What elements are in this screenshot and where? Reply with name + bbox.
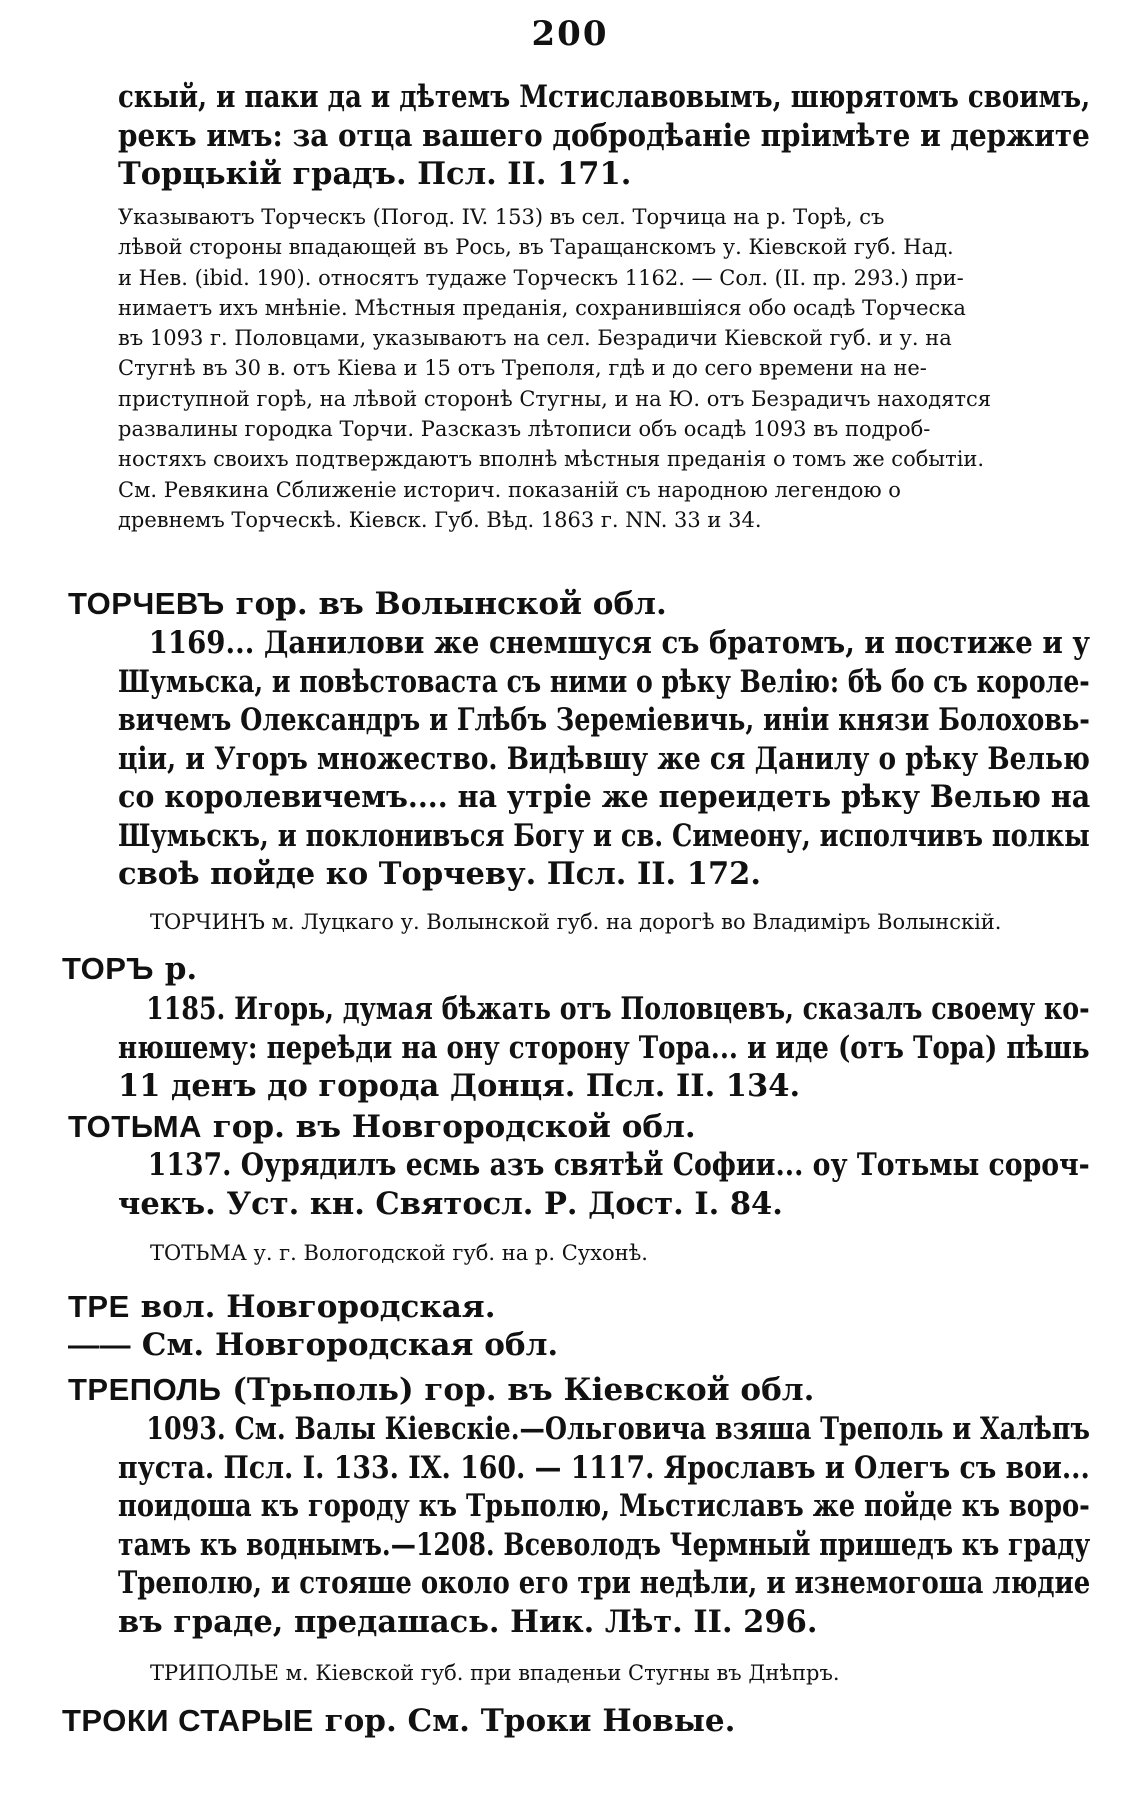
note-line: Указываютъ Торческъ (Погод. IV. 153) въ сел. Торчица на р. Торѣ, съ [118,205,885,229]
heading-rest: гор. въ Новгородской обл. [201,1109,696,1145]
text-line: нюшему: переѣди на ону сторону Тора... и иде (отъ Тора) пѣшь [118,1029,1090,1066]
note-line: развалины городка Торчи. Разсказъ лѣтописи объ осадѣ 1093 въ подроб- [118,417,931,442]
paragraph-torchev [118,624,1090,894]
note-torchesk [118,202,1090,535]
note-tripolye: ТРИПОЛЬЕ м. Кіевской губ. при впаденьи Стугны въ Днѣпръ. [150,1661,840,1685]
headword: ТОРЪ [62,951,154,986]
entry-heading-troki [62,1702,735,1740]
dash-mark: —— [68,1327,131,1362]
text-line: поидоша къ городу къ Трьполю, Мьстиславъ же пойде къ воро- [118,1488,1090,1524]
text-line: скый, и паки да и дѣтемъ Мстиславовымъ, шюрятомъ своимъ, [118,79,1091,115]
text-line: со королевичемъ.... на утріе же переидеть рѣку Велью на [118,779,1091,815]
note-line: ностяхъ своихъ подтверждаютъ вполнѣ мѣстныя преданія о томъ же событіи. [118,447,985,472]
entry-heading-torchev [68,585,667,623]
text-line: пуста. Псл. I. 133. IX. 160. — 1117. Ярославъ и Олегъ съ вои... [118,1449,1090,1486]
entry-heading-tre-see [68,1326,558,1364]
paragraph-tor [118,990,1090,1106]
text-line: 1169... Данилови же снемшуся съ братомъ, и постиже и у [148,625,1091,661]
text-line: чекъ. Уст. кн. Святосл. Р. Дост. I. 84. [118,1185,783,1222]
note-line: См. Ревякина Сближеніе историч. показаній съ народною легендою о [118,477,901,502]
note-line: приступной горѣ, на лѣвой сторонѣ Стугны, и на Ю. отъ Безрадичъ находятся [118,386,991,411]
heading-rest: гор. См. Троки Новые. [313,1703,736,1739]
text-line: 1093. См. Валы Кіевскіе.—Ольговича взяша Треполь и Халѣпъ [146,1411,1090,1447]
headword: ТРЕПОЛЬ [68,1372,222,1407]
entry-heading-tre [68,1288,496,1326]
note-line: древнемъ Торческѣ. Кіевск. Губ. Вѣд. 1863 г. NN. 33 и 34. [118,507,762,532]
note-line: нимаетъ ихъ мнѣніе. Мѣстныя преданія, сохранившіяся обо осадѣ Торческа [118,295,966,320]
text-line: въ граде, предашась. Ник. Лѣт. II. 296. [118,1603,818,1640]
paragraph-totma [118,1146,1090,1223]
heading-rest: См. Новгородская обл. [131,1327,559,1363]
paragraph-trepol [118,1410,1090,1641]
text-line: тамъ къ воднымъ.—1208. Всеволодъ Чермный пришедъ къ граду [118,1526,1091,1563]
text-line: вичемъ Олександръ и Глѣбъ Зереміевичь, иніи князи Болоховь- [118,702,1090,738]
text-line: Шумьскъ, и поклонивъся Богу и св. Симеону, исполчивъ полкы [118,817,1090,854]
note-line: и Нев. (ibid. 190). относятъ тудаже Торческъ 1162. — Сол. (II. пр. 293.) при- [118,265,964,290]
headword: ТОРЧЕВЪ [68,586,225,621]
page-number: 200 [531,14,609,54]
entry-heading-trepol [68,1371,814,1409]
heading-rest: вол. Новгородская. [129,1289,496,1325]
heading-rest: гор. въ Волынской обл. [224,586,667,622]
heading-rest: (Трьполь) гор. въ Кіевской обл. [221,1372,815,1408]
paragraph-continuation [118,78,1090,194]
text-line: Торцькій градъ. Псл. II. 171. [118,156,632,192]
text-line: Шумьска, и повѣстоваста съ ними о рѣку Велію: бѣ бо съ короле- [118,663,1090,700]
heading-rest: р. [153,951,198,987]
entry-heading-totma [68,1108,696,1146]
text-line: 1185. Игорь, думая бѣжать отъ Половцевъ, сказалъ своему ко- [146,991,1090,1027]
note-totma: ТОТЬМА у. г. Вологодской губ. на р. Сухонѣ. [150,1241,648,1265]
note-torchin: ТОРЧИНЪ м. Луцкаго у. Волынской губ. на дорогѣ во Владиміръ Волынскій. [150,910,1002,934]
headword: ТРЕ [68,1289,130,1324]
note-line: лѣвой стороны впадающей въ Рось, въ Таращанскомъ у. Кіевской губ. Над. [118,235,954,260]
text-line: 11 денъ до города Донця. Псл. II. 134. [118,1068,801,1104]
text-line: Треполю, и стояше около его три недѣли, и изнемогоша людие [118,1565,1091,1601]
text-line: ціи, и Угоръ множество. Видѣвшу же ся Данилу о рѣку Велью [118,740,1090,777]
note-line: въ 1093 г. Половцами, указываютъ на сел. Безрадичи Кіевской губ. и у. на [118,326,952,351]
text-line: своѣ пойде ко Торчеву. Псл. II. 172. [118,856,762,892]
note-line: Стугнѣ въ 30 в. отъ Кіева и 15 отъ Треполя, гдѣ и до сего времени на не- [118,356,927,381]
entry-heading-tor [62,950,197,988]
text-line: рекъ имъ: за отца вашего добродѣаніе пріимѣте и держите [118,117,1090,154]
headword: ТРОКИ СТАРЫЕ [62,1703,314,1738]
headword: ТОТЬМА [68,1109,202,1144]
text-line: 1137. Оурядилъ есмь азъ святѣй Софии... оу Тотьмы сороч- [147,1147,1090,1183]
